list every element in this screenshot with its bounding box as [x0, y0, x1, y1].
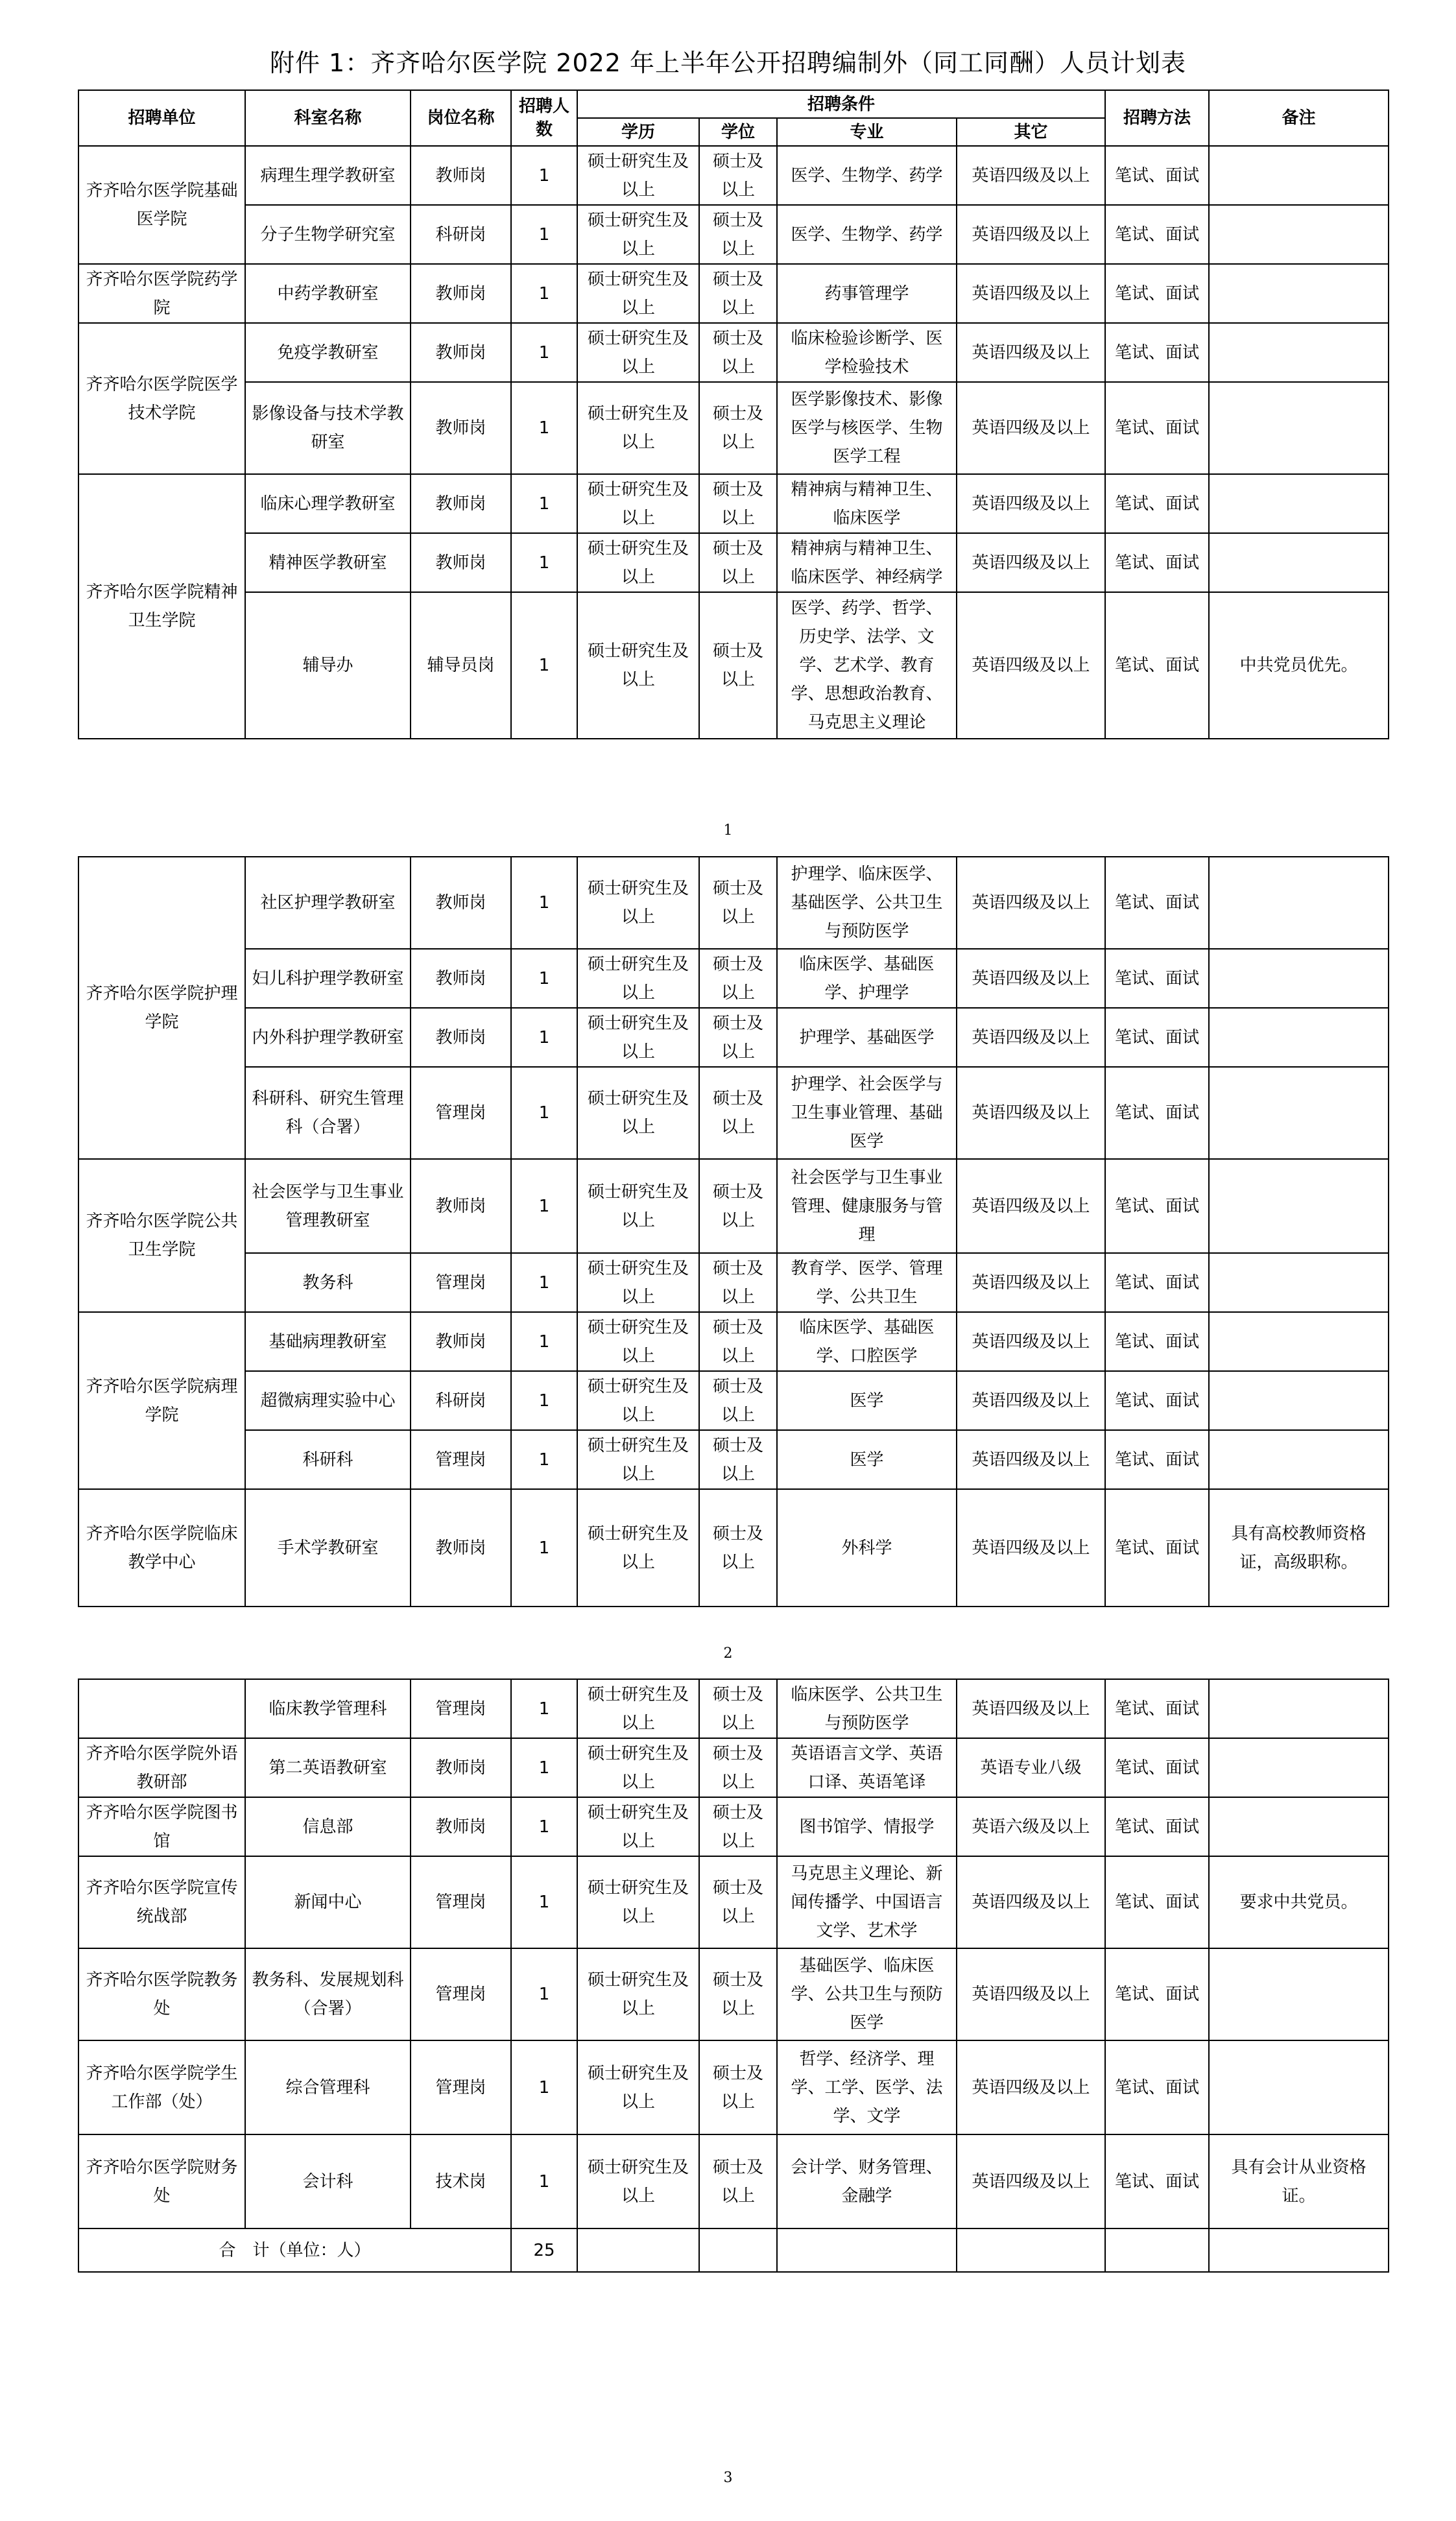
total-row — [78, 2228, 1389, 2272]
cell-method: 笔试、面试 — [1105, 1371, 1209, 1430]
cell-remark — [1209, 1738, 1389, 1797]
cell-major: 临床医学、基础医学、口腔医学 — [777, 1312, 957, 1371]
cell-dept: 分子生物学研究室 — [245, 205, 411, 264]
total-label: 合 计（单位：人） — [78, 2228, 511, 2272]
cell-post: 教师岗 — [411, 323, 511, 382]
table-row — [78, 533, 1389, 592]
header-edu: 学历 — [577, 118, 699, 146]
cell-method: 笔试、面试 — [1105, 1489, 1209, 1607]
page-number: 1 — [723, 822, 733, 839]
cell-remark — [1209, 2040, 1389, 2134]
cell-dept: 妇儿科护理学教研室 — [245, 949, 411, 1008]
cell-other: 英语四级及以上 — [957, 1371, 1105, 1430]
cell-degree: 硕士及以上 — [699, 1253, 777, 1312]
cell-major: 临床医学、基础医学、护理学 — [777, 949, 957, 1008]
cell-dept: 教务科 — [245, 1253, 411, 1312]
cell-unit: 齐齐哈尔医学院公共卫生学院 — [78, 1159, 245, 1312]
cell-dept: 社区护理学教研室 — [245, 857, 411, 949]
cell-other: 英语四级及以上 — [957, 1159, 1105, 1253]
cell-method: 笔试、面试 — [1105, 1067, 1209, 1159]
cell-other: 英语四级及以上 — [957, 949, 1105, 1008]
cell-dept: 手术学教研室 — [245, 1489, 411, 1607]
cell-edu: 硕士研究生及以上 — [577, 1797, 699, 1856]
cell-other: 英语四级及以上 — [957, 323, 1105, 382]
cell-post: 教师岗 — [411, 146, 511, 205]
cell-post: 教师岗 — [411, 949, 511, 1008]
cell-unit: 齐齐哈尔医学院财务处 — [78, 2134, 245, 2228]
cell-other: 英语四级及以上 — [957, 264, 1105, 323]
cell-dept: 教务科、发展规划科（合署） — [245, 1948, 411, 2040]
cell-degree: 硕士及以上 — [699, 146, 777, 205]
cell-dept: 辅导办 — [245, 592, 411, 739]
cell-degree: 硕士及以上 — [699, 1856, 777, 1948]
cell-major: 医学影像技术、影像医学与核医学、生物医学工程 — [777, 382, 957, 474]
cell-degree: 硕士及以上 — [699, 949, 777, 1008]
cell-dept: 科研科 — [245, 1430, 411, 1489]
cell-edu: 硕士研究生及以上 — [577, 1067, 699, 1159]
cell-major: 马克思主义理论、新闻传播学、中国语言文学、艺术学 — [777, 1856, 957, 1948]
cell-num: 1 — [511, 1430, 577, 1489]
cell-major: 精神病与精神卫生、临床医学、神经病学 — [777, 533, 957, 592]
empty-cell — [699, 2228, 777, 2272]
header-degree: 学位 — [699, 118, 777, 146]
cell-num: 1 — [511, 382, 577, 474]
cell-degree: 硕士及以上 — [699, 382, 777, 474]
cell-major: 图书馆学、情报学 — [777, 1797, 957, 1856]
cell-edu: 硕士研究生及以上 — [577, 2134, 699, 2228]
cell-major: 基础医学、临床医学、公共卫生与预防医学 — [777, 1948, 957, 2040]
cell-dept: 病理生理学教研室 — [245, 146, 411, 205]
cell-method: 笔试、面试 — [1105, 323, 1209, 382]
table-row — [78, 1679, 1389, 1738]
cell-other: 英语四级及以上 — [957, 382, 1105, 474]
table-row — [78, 146, 1389, 205]
cell-unit: 齐齐哈尔医学院学生工作部（处） — [78, 2040, 245, 2134]
cell-major: 医学 — [777, 1430, 957, 1489]
cell-edu: 硕士研究生及以上 — [577, 1679, 699, 1738]
cell-edu: 硕士研究生及以上 — [577, 264, 699, 323]
cell-other: 英语四级及以上 — [957, 1489, 1105, 1607]
cell-degree: 硕士及以上 — [699, 205, 777, 264]
empty-cell — [957, 2228, 1105, 2272]
cell-unit: 齐齐哈尔医学院宣传统战部 — [78, 1856, 245, 1948]
cell-edu: 硕士研究生及以上 — [577, 1159, 699, 1253]
cell-degree: 硕士及以上 — [699, 533, 777, 592]
cell-post: 技术岗 — [411, 2134, 511, 2228]
cell-method: 笔试、面试 — [1105, 1430, 1209, 1489]
table-row — [78, 949, 1389, 1008]
cell-remark — [1209, 146, 1389, 205]
header-major: 专业 — [777, 118, 957, 146]
cell-num: 1 — [511, 1489, 577, 1607]
table-row — [78, 2134, 1389, 2228]
cell-post: 科研岗 — [411, 1371, 511, 1430]
cell-num: 1 — [511, 1797, 577, 1856]
page-number: 3 — [723, 2470, 733, 2486]
cell-remark — [1209, 1008, 1389, 1067]
cell-remark — [1209, 1253, 1389, 1312]
cell-method: 笔试、面试 — [1105, 1797, 1209, 1856]
cell-remark: 要求中共党员。 — [1209, 1856, 1389, 1948]
cell-edu: 硕士研究生及以上 — [577, 1948, 699, 2040]
cell-edu: 硕士研究生及以上 — [577, 1856, 699, 1948]
cell-major: 医学、生物学、药学 — [777, 146, 957, 205]
table-row — [78, 1797, 1389, 1856]
table-row — [78, 264, 1389, 323]
cell-unit: 齐齐哈尔医学院精神卫生学院 — [78, 474, 245, 739]
cell-other: 英语四级及以上 — [957, 205, 1105, 264]
cell-degree: 硕士及以上 — [699, 1797, 777, 1856]
cell-num: 1 — [511, 1312, 577, 1371]
cell-degree: 硕士及以上 — [699, 1159, 777, 1253]
cell-degree: 硕士及以上 — [699, 1489, 777, 1607]
cell-edu: 硕士研究生及以上 — [577, 857, 699, 949]
cell-remark — [1209, 1371, 1389, 1430]
cell-edu: 硕士研究生及以上 — [577, 949, 699, 1008]
cell-other: 英语四级及以上 — [957, 146, 1105, 205]
table-row — [78, 1008, 1389, 1067]
cell-degree: 硕士及以上 — [699, 2040, 777, 2134]
table-row — [78, 1067, 1389, 1159]
empty-cell — [577, 2228, 699, 2272]
cell-method: 笔试、面试 — [1105, 264, 1209, 323]
cell-major: 护理学、基础医学 — [777, 1008, 957, 1067]
plan-table-page-1 — [78, 90, 1389, 739]
cell-edu: 硕士研究生及以上 — [577, 1253, 699, 1312]
cell-method: 笔试、面试 — [1105, 592, 1209, 739]
cell-edu: 硕士研究生及以上 — [577, 1489, 699, 1607]
cell-edu: 硕士研究生及以上 — [577, 382, 699, 474]
cell-degree: 硕士及以上 — [699, 323, 777, 382]
cell-edu: 硕士研究生及以上 — [577, 1008, 699, 1067]
cell-num: 1 — [511, 2040, 577, 2134]
cell-major: 精神病与精神卫生、临床医学 — [777, 474, 957, 533]
empty-cell — [1105, 2228, 1209, 2272]
cell-dept: 社会医学与卫生事业管理教研室 — [245, 1159, 411, 1253]
cell-post: 管理岗 — [411, 2040, 511, 2134]
cell-other: 英语四级及以上 — [957, 1430, 1105, 1489]
cell-dept: 精神医学教研室 — [245, 533, 411, 592]
cell-major: 英语语言文学、英语口译、英语笔译 — [777, 1738, 957, 1797]
cell-other: 英语四级及以上 — [957, 1253, 1105, 1312]
cell-edu: 硕士研究生及以上 — [577, 146, 699, 205]
cell-dept: 信息部 — [245, 1797, 411, 1856]
table-row — [78, 1253, 1389, 1312]
cell-major: 临床检验诊断学、医学检验技术 — [777, 323, 957, 382]
table-row — [78, 1159, 1389, 1253]
cell-method: 笔试、面试 — [1105, 205, 1209, 264]
cell-remark — [1209, 474, 1389, 533]
cell-degree: 硕士及以上 — [699, 264, 777, 323]
cell-method: 笔试、面试 — [1105, 1253, 1209, 1312]
total-value: 25 — [511, 2228, 577, 2272]
cell-edu: 硕士研究生及以上 — [577, 1738, 699, 1797]
table-row — [78, 1948, 1389, 2040]
table-row — [78, 1371, 1389, 1430]
cell-unit: 齐齐哈尔医学院护理学院 — [78, 857, 245, 1159]
cell-post: 教师岗 — [411, 857, 511, 949]
cell-dept: 基础病理教研室 — [245, 1312, 411, 1371]
table-row — [78, 1856, 1389, 1948]
cell-unit: 齐齐哈尔医学院医学技术学院 — [78, 323, 245, 474]
cell-method: 笔试、面试 — [1105, 1738, 1209, 1797]
cell-degree: 硕士及以上 — [699, 1371, 777, 1430]
header-other: 其它 — [957, 118, 1105, 146]
cell-other: 英语四级及以上 — [957, 1008, 1105, 1067]
cell-post: 管理岗 — [411, 1856, 511, 1948]
cell-remark — [1209, 264, 1389, 323]
cell-num: 1 — [511, 1679, 577, 1738]
cell-post: 教师岗 — [411, 1312, 511, 1371]
cell-major: 医学、生物学、药学 — [777, 205, 957, 264]
cell-num: 1 — [511, 264, 577, 323]
cell-dept: 内外科护理学教研室 — [245, 1008, 411, 1067]
cell-num: 1 — [511, 1948, 577, 2040]
table-row — [78, 382, 1389, 474]
cell-degree: 硕士及以上 — [699, 1430, 777, 1489]
cell-post: 科研岗 — [411, 205, 511, 264]
cell-remark — [1209, 1430, 1389, 1489]
table-row — [78, 1738, 1389, 1797]
cell-major: 护理学、临床医学、基础医学、公共卫生与预防医学 — [777, 857, 957, 949]
cell-unit: 齐齐哈尔医学院临床教学中心 — [78, 1489, 245, 1607]
cell-method: 笔试、面试 — [1105, 1856, 1209, 1948]
cell-post: 教师岗 — [411, 1489, 511, 1607]
cell-dept: 影像设备与技术学教研室 — [245, 382, 411, 474]
table-row — [78, 1430, 1389, 1489]
cell-post: 教师岗 — [411, 382, 511, 474]
cell-other: 英语四级及以上 — [957, 533, 1105, 592]
cell-post: 教师岗 — [411, 474, 511, 533]
cell-num: 1 — [511, 1253, 577, 1312]
cell-remark — [1209, 1679, 1389, 1738]
cell-major: 医学、药学、哲学、历史学、法学、文学、艺术学、教育学、思想政治教育、马克思主义理论 — [777, 592, 957, 739]
document-title: 附件 1：齐齐哈尔医学院 2022 年上半年公开招聘编制外（同工同酬）人员计划表 — [269, 49, 1187, 77]
cell-major: 临床医学、公共卫生与预防医学 — [777, 1679, 957, 1738]
cell-post: 管理岗 — [411, 1948, 511, 2040]
cell-unit — [78, 1679, 245, 1738]
cell-edu: 硕士研究生及以上 — [577, 1430, 699, 1489]
cell-other: 英语四级及以上 — [957, 2134, 1105, 2228]
cell-unit: 齐齐哈尔医学院病理学院 — [78, 1312, 245, 1489]
cell-remark — [1209, 533, 1389, 592]
cell-dept: 综合管理科 — [245, 2040, 411, 2134]
cell-method: 笔试、面试 — [1105, 949, 1209, 1008]
cell-method: 笔试、面试 — [1105, 1679, 1209, 1738]
cell-other: 英语四级及以上 — [957, 1679, 1105, 1738]
cell-major: 医学 — [777, 1371, 957, 1430]
cell-major: 护理学、社会医学与卫生事业管理、基础医学 — [777, 1067, 957, 1159]
cell-major: 教育学、医学、管理学、公共卫生 — [777, 1253, 957, 1312]
cell-major: 哲学、经济学、理学、工学、医学、法学、文学 — [777, 2040, 957, 2134]
cell-edu: 硕士研究生及以上 — [577, 533, 699, 592]
cell-post: 教师岗 — [411, 1008, 511, 1067]
cell-post: 教师岗 — [411, 1738, 511, 1797]
cell-remark: 具有高校教师资格证，高级职称。 — [1209, 1489, 1389, 1607]
cell-method: 笔试、面试 — [1105, 474, 1209, 533]
table-row — [78, 323, 1389, 382]
cell-remark: 具有会计从业资格证。 — [1209, 2134, 1389, 2228]
cell-other: 英语六级及以上 — [957, 1797, 1105, 1856]
cell-post: 管理岗 — [411, 1253, 511, 1312]
cell-unit: 齐齐哈尔医学院图书馆 — [78, 1797, 245, 1856]
cell-num: 1 — [511, 1856, 577, 1948]
table-row — [78, 1489, 1389, 1607]
cell-post: 管理岗 — [411, 1430, 511, 1489]
cell-other: 英语四级及以上 — [957, 1312, 1105, 1371]
cell-major: 外科学 — [777, 1489, 957, 1607]
cell-degree: 硕士及以上 — [699, 1679, 777, 1738]
cell-degree: 硕士及以上 — [699, 1312, 777, 1371]
page-number: 2 — [723, 1645, 733, 1662]
cell-other: 英语四级及以上 — [957, 2040, 1105, 2134]
cell-post: 教师岗 — [411, 1159, 511, 1253]
cell-degree: 硕士及以上 — [699, 1948, 777, 2040]
cell-method: 笔试、面试 — [1105, 857, 1209, 949]
cell-edu: 硕士研究生及以上 — [577, 1312, 699, 1371]
cell-remark — [1209, 1948, 1389, 2040]
cell-post: 教师岗 — [411, 1797, 511, 1856]
cell-num: 1 — [511, 2134, 577, 2228]
table-row — [78, 1312, 1389, 1371]
cell-num: 1 — [511, 1067, 577, 1159]
cell-edu: 硕士研究生及以上 — [577, 1371, 699, 1430]
table-row — [78, 205, 1389, 264]
cell-other: 英语四级及以上 — [957, 1067, 1105, 1159]
cell-num: 1 — [511, 857, 577, 949]
cell-unit: 齐齐哈尔医学院外语教研部 — [78, 1738, 245, 1797]
cell-num: 1 — [511, 533, 577, 592]
cell-num: 1 — [511, 1371, 577, 1430]
cell-remark — [1209, 1159, 1389, 1253]
cell-remark — [1209, 1312, 1389, 1371]
cell-remark — [1209, 205, 1389, 264]
cell-dept: 超微病理实验中心 — [245, 1371, 411, 1430]
cell-num: 1 — [511, 592, 577, 739]
cell-dept: 临床教学管理科 — [245, 1679, 411, 1738]
cell-unit: 齐齐哈尔医学院教务处 — [78, 1948, 245, 2040]
cell-method: 笔试、面试 — [1105, 382, 1209, 474]
cell-method: 笔试、面试 — [1105, 533, 1209, 592]
table-row — [78, 474, 1389, 533]
cell-remark — [1209, 857, 1389, 949]
cell-method: 笔试、面试 — [1105, 1312, 1209, 1371]
empty-cell — [1209, 2228, 1389, 2272]
cell-remark — [1209, 1797, 1389, 1856]
cell-method: 笔试、面试 — [1105, 146, 1209, 205]
cell-unit: 齐齐哈尔医学院基础医学院 — [78, 146, 245, 264]
cell-post: 管理岗 — [411, 1067, 511, 1159]
header-dept: 科室名称 — [245, 90, 411, 146]
table-row — [78, 592, 1389, 739]
cell-other: 英语四级及以上 — [957, 1948, 1105, 2040]
cell-degree: 硕士及以上 — [699, 857, 777, 949]
cell-degree: 硕士及以上 — [699, 1738, 777, 1797]
cell-remark: 中共党员优先。 — [1209, 592, 1389, 739]
cell-method: 笔试、面试 — [1105, 1948, 1209, 2040]
cell-num: 1 — [511, 474, 577, 533]
cell-method: 笔试、面试 — [1105, 1008, 1209, 1067]
cell-edu: 硕士研究生及以上 — [577, 2040, 699, 2134]
cell-dept: 中药学教研室 — [245, 264, 411, 323]
cell-num: 1 — [511, 1008, 577, 1067]
cell-remark — [1209, 382, 1389, 474]
cell-dept: 第二英语教研室 — [245, 1738, 411, 1797]
cell-num: 1 — [511, 1159, 577, 1253]
cell-major: 药事管理学 — [777, 264, 957, 323]
cell-major: 社会医学与卫生事业管理、健康服务与管理 — [777, 1159, 957, 1253]
cell-degree: 硕士及以上 — [699, 1008, 777, 1067]
plan-table-page-3 — [78, 1679, 1389, 2273]
cell-other: 英语四级及以上 — [957, 474, 1105, 533]
cell-num: 1 — [511, 146, 577, 205]
cell-edu: 硕士研究生及以上 — [577, 592, 699, 739]
cell-method: 笔试、面试 — [1105, 2134, 1209, 2228]
header-post: 岗位名称 — [411, 90, 511, 146]
table-row — [78, 857, 1389, 949]
header-unit: 招聘单位 — [78, 90, 245, 146]
cell-unit: 齐齐哈尔医学院药学院 — [78, 264, 245, 323]
cell-remark — [1209, 949, 1389, 1008]
cell-num: 1 — [511, 949, 577, 1008]
cell-remark — [1209, 323, 1389, 382]
cell-edu: 硕士研究生及以上 — [577, 205, 699, 264]
cell-post: 辅导员岗 — [411, 592, 511, 739]
cell-edu: 硕士研究生及以上 — [577, 323, 699, 382]
cell-degree: 硕士及以上 — [699, 474, 777, 533]
cell-method: 笔试、面试 — [1105, 1159, 1209, 1253]
cell-dept: 免疫学教研室 — [245, 323, 411, 382]
cell-post: 教师岗 — [411, 533, 511, 592]
plan-table-page-2 — [78, 856, 1389, 1607]
cell-edu: 硕士研究生及以上 — [577, 474, 699, 533]
cell-num: 1 — [511, 323, 577, 382]
cell-degree: 硕士及以上 — [699, 592, 777, 739]
header-num: 招聘人数 — [511, 90, 577, 146]
cell-degree: 硕士及以上 — [699, 1067, 777, 1159]
cell-dept: 临床心理学教研室 — [245, 474, 411, 533]
cell-other: 英语四级及以上 — [957, 1856, 1105, 1948]
cell-major: 会计学、财务管理、金融学 — [777, 2134, 957, 2228]
cell-other: 英语四级及以上 — [957, 592, 1105, 739]
cell-post: 教师岗 — [411, 264, 511, 323]
cell-num: 1 — [511, 205, 577, 264]
cell-dept: 新闻中心 — [245, 1856, 411, 1948]
cell-num: 1 — [511, 1738, 577, 1797]
cell-dept: 科研科、研究生管理科（合署） — [245, 1067, 411, 1159]
header-remark: 备注 — [1209, 90, 1389, 146]
table-row — [78, 2040, 1389, 2134]
empty-cell — [777, 2228, 957, 2272]
cell-post: 管理岗 — [411, 1679, 511, 1738]
cell-degree: 硕士及以上 — [699, 2134, 777, 2228]
header-method: 招聘方法 — [1105, 90, 1209, 146]
cell-other: 英语专业八级 — [957, 1738, 1105, 1797]
cell-dept: 会计科 — [245, 2134, 411, 2228]
cell-method: 笔试、面试 — [1105, 2040, 1209, 2134]
header-conditions: 招聘条件 — [577, 90, 1105, 118]
cell-remark — [1209, 1067, 1389, 1159]
cell-other: 英语四级及以上 — [957, 857, 1105, 949]
